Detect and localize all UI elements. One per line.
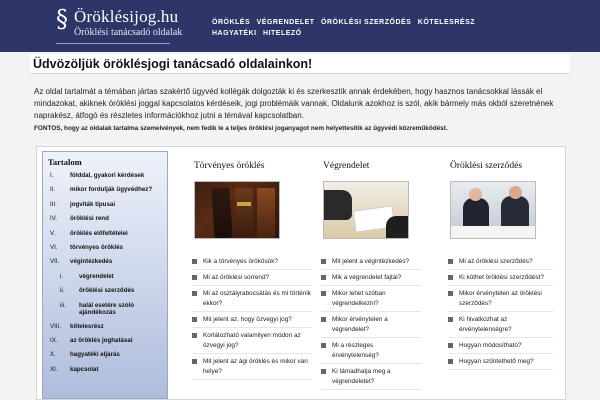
page-title: Üdvözöljük öröklésjogi tanácsadó oldalainkon! <box>33 57 313 71</box>
square-bullet-icon <box>192 275 197 280</box>
site-logo[interactable] <box>56 3 183 45</box>
question-list <box>448 254 553 370</box>
question-link[interactable]: Mik a végrendelet fajtái? <box>321 270 421 286</box>
nav-item-hagyateki[interactable]: HAGYATÉKI <box>212 30 257 37</box>
toc-item[interactable]: VI. törvényes öröklés <box>50 243 123 251</box>
square-bullet-icon <box>448 259 453 264</box>
question-link[interactable]: Ki támadhatja meg a végrendeletet? <box>321 364 421 390</box>
question-link[interactable]: Hogyan módosítható? <box>448 338 553 354</box>
question-list <box>321 254 421 390</box>
question-link[interactable]: Mikor lehet szóban végrendelkezni? <box>321 286 421 312</box>
square-bullet-icon <box>448 343 453 348</box>
question-link[interactable]: Mikor érvénytelen az öröklési szerződés? <box>448 286 553 312</box>
square-bullet-icon <box>448 317 453 322</box>
page-title-bar <box>30 54 570 74</box>
nav-item-vegrendelet[interactable]: VÉGRENDELET <box>256 19 315 26</box>
toc-item[interactable]: IX. az öröklés joghatásai <box>50 336 133 344</box>
question-link[interactable]: Ki hivatkozhat az érvénytelenségre? <box>448 312 553 338</box>
toc-item[interactable]: IV. öröklési rend <box>50 215 109 223</box>
question-link[interactable]: Mit jelent az ági öröklés és mikor van helye? <box>192 354 312 380</box>
column-vegrendelet <box>321 161 431 390</box>
law-books-image <box>194 181 280 239</box>
logo-underline <box>56 43 170 44</box>
question-link[interactable]: Mikor érvénytelen a végrendelet? <box>321 312 421 338</box>
square-bullet-icon <box>192 259 197 264</box>
table-of-contents <box>42 151 168 399</box>
intro-text: Az oldal tartalmát a témában jártas szakértő ügyvéd kollégák dolgozták ki és szerkesztik annak érdekében, hogy hasznos tanácsokkal lássák el mindazokat, akiknek öröklési joggal kapcsolatos kérdéseik, jogi problémáik vannak. Oldalunk azokhoz is szól, akik bármely más okból szeretnének naprakész, átfogó és részletes információkhoz jutni a témával kapcsolatban. <box>34 87 554 120</box>
toc-item[interactable]: V. öröklés előfeltételei <box>50 229 128 237</box>
nav-item-oroklesi-szerzodes[interactable]: ÖRÖKLÉSI SZERZŐDÉS <box>321 19 412 26</box>
toc-subitem[interactable]: i. végrendelet <box>60 272 114 280</box>
question-link[interactable]: Mit jelent a végintézkedés? <box>321 254 421 270</box>
square-bullet-icon <box>321 343 326 348</box>
toc-item[interactable]: III. jogviták típusai <box>50 200 116 208</box>
main-panel <box>36 146 566 400</box>
toc-subitem[interactable]: iii. halál esetére szóló ajándékozás <box>60 301 135 316</box>
square-bullet-icon <box>321 317 326 322</box>
signing-contract-image <box>323 181 409 239</box>
column-title[interactable]: Öröklési szerződés <box>450 161 523 171</box>
logo-title: Öröklésijog.hu <box>74 7 179 26</box>
paragraph-sign-icon: § <box>56 5 68 33</box>
square-bullet-icon <box>321 259 326 264</box>
column-oroklesi-szerzodes <box>448 161 558 370</box>
question-link[interactable]: Mi a részleges érvénytelenség? <box>321 338 421 364</box>
question-link[interactable]: Mit jelent az, hogy özvegyi jog? <box>192 312 312 328</box>
toc-subitem[interactable]: ii. öröklési szerződés <box>60 287 135 295</box>
toc-item[interactable]: I. földdal, gyakori kérdések <box>50 172 145 179</box>
question-link[interactable]: Mi az osztályrabocsátás és mi történik ekkor? <box>192 286 312 312</box>
column-title[interactable]: Törvényes öröklés <box>194 161 265 171</box>
column-title[interactable]: Végrendelet <box>323 161 370 171</box>
toc-item[interactable]: II. mikor fordulják ügyvédhez? <box>50 186 153 194</box>
square-bullet-icon <box>192 359 197 364</box>
square-bullet-icon <box>192 317 197 322</box>
site-header <box>0 0 600 52</box>
question-link[interactable]: Hogyan szűntethető meg? <box>448 354 553 370</box>
toc-item[interactable]: VII. végintézkedés <box>50 258 113 266</box>
square-bullet-icon <box>448 359 453 364</box>
square-bullet-icon <box>321 369 326 374</box>
top-navigation <box>212 17 512 39</box>
square-bullet-icon <box>192 333 197 338</box>
question-list <box>192 254 312 380</box>
business-meeting-image <box>450 181 536 239</box>
square-bullet-icon <box>448 275 453 280</box>
question-link[interactable]: Mi az öröklési sorrend? <box>192 270 312 286</box>
question-link[interactable]: Kik a törvényes örökösök? <box>192 254 312 270</box>
square-bullet-icon <box>192 291 197 296</box>
square-bullet-icon <box>321 291 326 296</box>
nav-item-orokles[interactable]: ÖRÖKLÉS <box>212 19 251 26</box>
column-torvenyes-orokles <box>192 161 311 380</box>
square-bullet-icon <box>448 291 453 296</box>
square-bullet-icon <box>321 275 326 280</box>
toc-title: Tartalom <box>48 157 82 167</box>
toc-item[interactable]: XI. kapcsolat <box>50 365 99 373</box>
question-link[interactable]: Mi az öröklési szerződés? <box>448 254 553 270</box>
nav-item-hitelezo[interactable]: HITELEZŐ <box>263 30 302 37</box>
notice-text: FONTOS, hogy az oldalak tartalma szemelvények, nem fedik le a teljes öröklési joganyagot nem helyettesítik az ügyvédi közreműködést. <box>34 125 448 132</box>
question-link[interactable]: Ki köthet öröklési szerződést? <box>448 270 553 286</box>
toc-item[interactable]: VIII. kötelesrész <box>50 322 104 330</box>
toc-item[interactable]: X. hagyatéki eljárás <box>50 351 120 359</box>
nav-item-kotelesresz[interactable]: KÖTELESRÉSZ <box>417 19 476 26</box>
logo-subtitle: Öröklési tanácsadó oldalak <box>74 27 183 38</box>
toc-list <box>48 172 166 380</box>
question-link[interactable]: Korlátozható valamilyen módon az özvegyi jog? <box>192 328 312 354</box>
